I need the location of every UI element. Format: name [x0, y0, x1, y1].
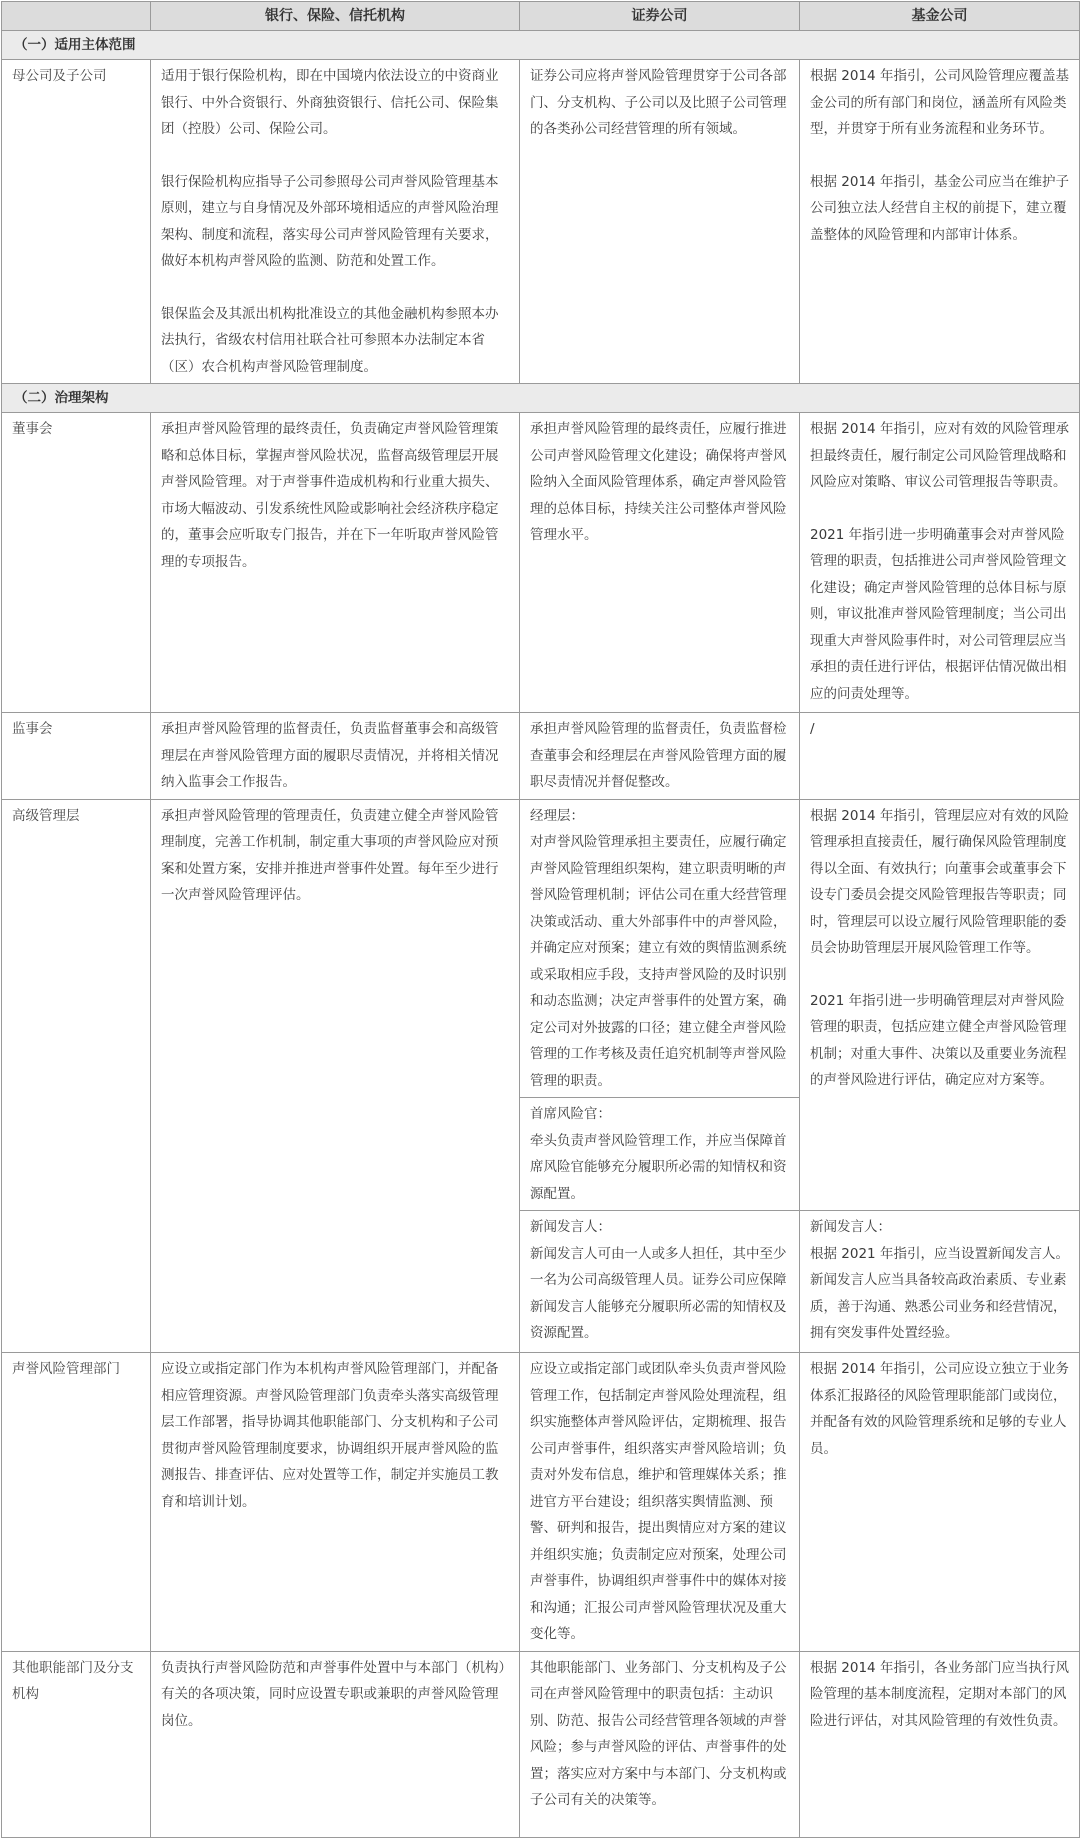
section-title-scope: （一）适用主体范围 [2, 31, 1080, 60]
cell-securities [520, 1651, 800, 1837]
row-label: 母公司及子公司 [2, 60, 151, 384]
paragraph: 负责执行声誉风险防范和声誉事件处置中与本部门（机构）有关的各项决策，同时应设置专职或兼职的声誉风险管理岗位。 [161, 1659, 506, 1729]
row-label: 监事会 [2, 713, 151, 800]
row-label: 高级管理层 [2, 799, 151, 1353]
cell-bank [151, 1353, 520, 1652]
cell-securities-management [520, 799, 800, 1098]
header-fund: 基金公司 [800, 2, 1080, 31]
table-row-other-dept [2, 1651, 1080, 1837]
paragraph: 承担声誉风险管理的最终责任，应履行推进公司声誉风险管理文化建设；确保将声誉风险纳入全面风险管理体系，确定声誉风险管理的总体目标，持续关注公司整体声誉风险管理水平。 [530, 421, 787, 543]
cell-securities [520, 413, 800, 713]
row-label: 董事会 [2, 413, 151, 713]
cell-fund-spokesperson [800, 1211, 1080, 1353]
cell-bank [151, 799, 520, 1353]
paragraph: 其他职能部门、业务部门、分支机构及子公司在声誉风险管理中的职责包括：主动识别、防范、报告公司经营管理各领域的声誉风险；参与声誉风险的评估、声誉事件的处置；落实应对方案中与本部门、分支机构或子公司有关的决策等。 [530, 1659, 787, 1808]
cell-fund [800, 413, 1080, 713]
cell-bank [151, 413, 520, 713]
paragraph: 应设立或指定部门或团队牵头负责声誉风险管理工作，包括制定声誉风险处理流程，组织实施整体声誉风险评估，定期梳理、报告公司声誉事件，组织落实声誉风险培训；负责对外发布信息，维护和管理媒体关系；推进官方平台建设；组织落实舆情监测、预警、研判和报告，提出舆情应对方案的建议并组织实施；负责制定应对预案，处理公司声誉事件，协调组织声誉事件中的媒体对接和沟通；汇报公司声誉风险管理状况及重大变化等。 [530, 1361, 787, 1642]
paragraph: 承担声誉风险管理的监督责任，负责监督检查董事会和经理层在声誉风险管理方面的履职尽责情况并督促整改。 [530, 721, 787, 790]
paragraph: 根据 2014 年指引，公司应设立独立于业务体系汇报路径的风险管理职能部门或岗位，并配备有效的风险管理系统和足够的专业人员。 [810, 1361, 1069, 1457]
paragraph: / [810, 721, 815, 737]
table-row-senior-mgmt [2, 799, 1080, 1098]
paragraph: 新闻发言人： 根据 2021 年指引，应当设置新闻发言人。新闻发言人应当具备较高政治素质、专业素质，善于沟通、熟悉公司业务和经营情况，拥有突发事件处置经验。 [810, 1219, 1069, 1341]
section-row-scope [2, 31, 1080, 60]
row-label: 其他职能部门及分支机构 [2, 1651, 151, 1837]
cell-fund [800, 60, 1080, 384]
paragraph: 经理层： 对声誉风险管理承担主要责任，应履行确定声誉风险管理组织架构，建立职责明晰的声誉风险管理机制；评估公司在重大经营管理决策或活动、重大外部事件中的声誉风险，并确定应对预案；建立有效的舆情监测系统或采取相应手段，支持声誉风险的及时识别和动态监测；决定声誉事件的处置方案，确定公司对外披露的口径；建立健全声誉风险管理的工作考核及责任追究机制等声誉风险管理的职责。 [530, 807, 787, 1089]
table-row-parent [2, 60, 1080, 384]
header-row [2, 2, 1080, 31]
paragraph: 银行保险机构应指导子公司参照母公司声誉风险管理基本原则，建立与自身情况及外部环境相适应的声誉风险治理架构、制度和流程，落实母公司声誉风险管理有关要求，做好本机构声誉风险的监测、防范和处置工作。 [161, 173, 499, 269]
table-row-reputation-dept [2, 1353, 1080, 1652]
cell-fund [800, 1353, 1080, 1652]
paragraph: 承担声誉风险管理的管理责任，负责建立健全声誉风险管理制度，完善工作机制，制定重大事项的声誉风险应对预案和处置方案，安排并推进声誉事件处置。每年至少进行一次声誉风险管理评估。 [161, 807, 499, 903]
paragraph: 根据 2014 年指引，公司风险管理应覆盖基金公司的所有部门和岗位，涵盖所有风险类型，并贯穿于所有业务流程和业务环节。 [810, 68, 1069, 137]
cell-securities [520, 713, 800, 800]
section-row-governance [2, 384, 1080, 413]
paragraph: 根据 2014 年指引，管理层应对有效的风险管理承担直接责任，履行确保风险管理制度得以全面、有效执行；向董事会或董事会下设专门委员会提交风险管理报告等职责；同时，管理层可以设立履行风险管理职能的委员会协助管理层开展风险管理工作等。 [810, 807, 1069, 956]
header-securities: 证券公司 [520, 2, 800, 31]
paragraph: 2021 年指引进一步明确管理层对声誉风险管理的职责，包括应建立健全声誉风险管理机制；对重大事件、决策以及重要业务流程的声誉风险进行评估，确定应对方案等。 [810, 992, 1067, 1088]
paragraph: 新闻发言人： 新闻发言人可由一人或多人担任，其中至少一名为公司高级管理人员。证券公司应保障新闻发言人能够充分履职所必需的知情权及资源配置。 [530, 1219, 787, 1341]
section-title-governance: （二）治理架构 [2, 384, 1080, 413]
cell-securities-spokesperson [520, 1211, 800, 1353]
cell-bank [151, 60, 520, 384]
cell-fund [800, 713, 1080, 800]
paragraph: 2021 年指引进一步明确董事会对声誉风险管理的职责，包括推进公司声誉风险管理文化建设；确定声誉风险管理的总体目标与原则，审议批准声誉风险管理制度；当公司出现重大声誉风险事件时，对公司管理层应当承担的责任进行评估，根据评估情况做出相应的问责处理等。 [810, 526, 1067, 702]
paragraph: 证券公司应将声誉风险管理贯穿于公司各部门、分支机构、子公司以及比照子公司管理的各类孙公司经营管理的所有领域。 [530, 68, 787, 137]
paragraph: 首席风险官： 牵头负责声誉风险管理工作，并应当保障首席风险官能够充分履职所必需的知情权和资源配置。 [530, 1106, 787, 1202]
cell-fund-management [800, 799, 1080, 1211]
table-row-supervisory [2, 713, 1080, 800]
paragraph: 应设立或指定部门作为本机构声誉风险管理部门，并配备相应管理资源。声誉风险管理部门负责牵头落实高级管理层工作部署，指导协调其他职能部门、分支机构和子公司贯彻声誉风险管理制度要求，协调组织开展声誉风险的监测报告、排查评估、应对处置等工作，制定并实施员工教育和培训计划。 [161, 1361, 499, 1510]
table-row-board [2, 413, 1080, 713]
paragraph: 适用于银行保险机构，即在中国境内依法设立的中资商业银行、中外合资银行、外商独资银行、信托公司、保险集团（控股）公司、保险公司。 [161, 68, 499, 137]
cell-bank [151, 713, 520, 800]
paragraph: 承担声誉风险管理的最终责任，负责确定声誉风险管理策略和总体目标，掌握声誉风险状况，监督高级管理层开展声誉风险管理。对于声誉事件造成机构和行业重大损失、市场大幅波动、引发系统性风险或影响社会经济秩序稳定的，董事会应听取专门报告，并在下一年听取声誉风险管理的专项报告。 [161, 421, 499, 570]
header-empty [2, 2, 151, 31]
header-bank: 银行、保险、信托机构 [151, 2, 520, 31]
cell-securities [520, 1353, 800, 1652]
paragraph: 根据 2014 年指引，各业务部门应当执行风险管理的基本制度流程，定期对本部门的风险进行评估，对其风险管理的有效性负责。 [810, 1659, 1069, 1729]
paragraph: 银保监会及其派出机构批准设立的其他金融机构参照本办法执行，省级农村信用社联合社可参照本办法制定本省（区）农合机构声誉风险管理制度。 [161, 305, 499, 375]
paragraph: 根据 2014 年指引，应对有效的风险管理承担最终责任，履行制定公司风险管理战略和风险应对策略、审议公司管理报告等职责。 [810, 421, 1069, 490]
paragraph: 承担声誉风险管理的监督责任，负责监督董事会和高级管理层在声誉风险管理方面的履职尽责情况，并将相关情况纳入监事会工作报告。 [161, 721, 499, 790]
paragraph: 根据 2014 年指引，基金公司应当在维护子公司独立法人经营自主权的前提下，建立覆盖整体的风险管理和内部审计体系。 [810, 173, 1069, 243]
cell-fund [800, 1651, 1080, 1837]
comparison-table [1, 1, 1080, 1838]
cell-securities [520, 60, 800, 384]
row-label: 声誉风险管理部门 [2, 1353, 151, 1652]
cell-bank [151, 1651, 520, 1837]
cell-securities-cro [520, 1098, 800, 1211]
